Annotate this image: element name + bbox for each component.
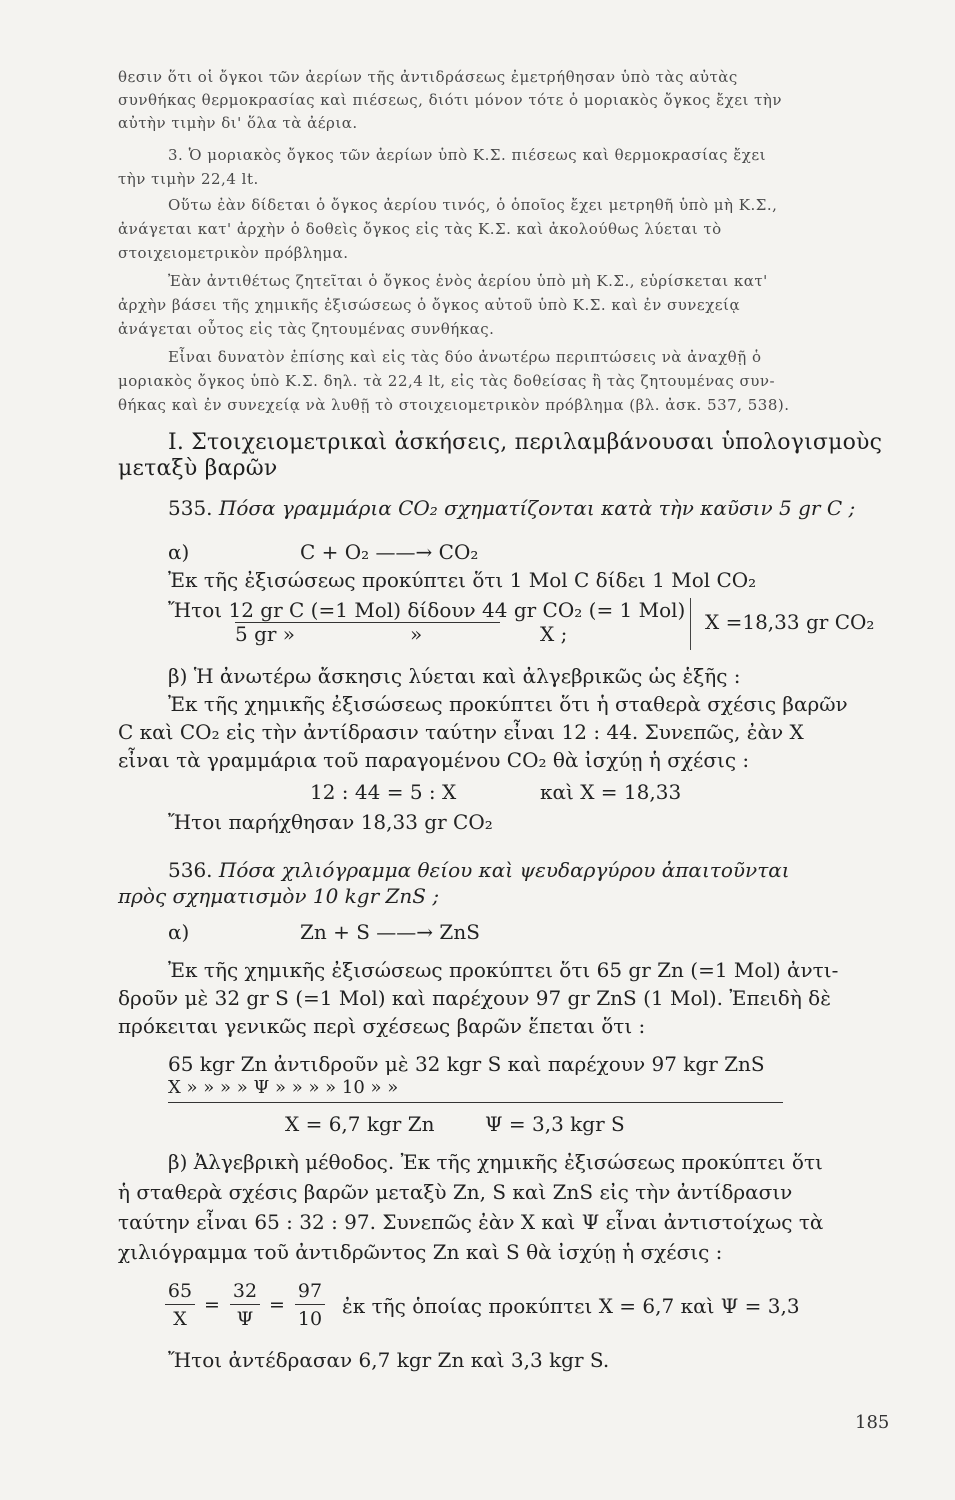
reaction-equation: C + O₂ ——→ CO₂	[300, 540, 479, 564]
conclusion: Ἤτοι παρήχθησαν 18,33 gr CO₂	[168, 810, 493, 834]
fraction-bar	[295, 1304, 325, 1305]
fraction-denominator: Ψ	[236, 1308, 254, 1330]
fraction-bar	[165, 1304, 195, 1305]
text-line: Ἐκ τῆς χημικῆς ἐξισώσεως προκύπτει ὅτι 65 gr Zn (=1 Mol) ἀντι-	[168, 958, 839, 982]
fraction-numerator: 97	[297, 1280, 323, 1302]
reaction-equation: Zn + S ——→ ZnS	[300, 920, 480, 944]
proportion-bottom-mid: »	[410, 622, 423, 646]
intro-line: 3. Ὁ μοριακὸς ὄγκος τῶν ἀερίων ὑπὸ Κ.Σ. πιέσεως καὶ θερμοκρασίας ἔχει	[168, 146, 767, 164]
conclusion: Ἤτοι ἀντέδρασαν 6,7 kgr Zn καὶ 3,3 kgr S.	[168, 1348, 610, 1372]
divider	[690, 598, 691, 650]
intro-line: Εἶναι δυνατὸν ἐπίσης καὶ εἰς τὰς δύο ἀνωτέρω περιπτώσεις νὰ ἀναχθῇ ὁ	[168, 348, 762, 366]
intro-line: ἀνάγεται κατ' ἀρχὴν ὁ δοθεὶς ὄγκος εἰς τὰς Κ.Σ. καὶ ἀκολούθως λύεται τὸ	[118, 220, 722, 238]
section-heading: μεταξὺ βαρῶν	[118, 456, 278, 481]
exercise-number: 536.	[168, 858, 213, 882]
fraction-denominator: X	[173, 1308, 187, 1330]
exercise-536-question	[168, 858, 790, 882]
intro-line: Ἐὰν ἀντιθέτως ζητεῖται ὁ ὄγκος ἑνὸς ἀερίου ὑπὸ μὴ Κ.Σ., εὑρίσκεται κατ'	[168, 272, 768, 290]
text-line: Ἐκ τῆς χημικῆς ἐξισώσεως προκύπτει ὅτι ἡ σταθερὰ σχέσις βαρῶν	[168, 692, 848, 716]
question-text: πρὸς σχηματισμὸν 10 kgr ZnS ;	[118, 884, 440, 908]
underline	[168, 1102, 783, 1103]
text-line: ἡ σταθερὰ σχέσις βαρῶν μεταξὺ Zn, S καὶ ZnS εἰς τὴν ἀντίδρασιν	[118, 1180, 793, 1204]
exercise-535-question	[168, 496, 855, 520]
exercise-number: 535.	[168, 496, 213, 520]
text-line: εἶναι τὰ γραμμάρια τοῦ παραγομένου CO₂ θὰ ἰσχύῃ ἡ σχέσις :	[118, 748, 750, 772]
fraction-bar	[230, 1304, 260, 1305]
intro-line: τὴν τιμὴν 22,4 lt.	[118, 170, 259, 188]
part-a-label: α)	[168, 540, 190, 564]
intro-line: αὐτὴν τιμὴν δι' ὅλα τὰ ἀέρια.	[118, 114, 358, 132]
intro-line: συνθήκας θερμοκρασίας καὶ πιέσεως, διότι μόνον τότε ὁ μοριακὸς ὄγκος ἔχει τὴν	[118, 91, 783, 109]
proportion-result: X =18,33 gr CO₂	[705, 610, 875, 634]
text-line: β) Ἀλγεβρικὴ μέθοδος. Ἐκ τῆς χημικῆς ἐξισώσεως προκύπτει ὅτι	[168, 1150, 823, 1174]
intro-line: Οὕτω ἐὰν δίδεται ὁ ὄγκος ἀερίου τινός, ὁ ὁποῖος ἔχει μετρηθῆ ὑπὸ μὴ Κ.Σ.,	[168, 196, 778, 214]
fraction-denominator: 10	[297, 1308, 323, 1330]
proportion-bottom-left: 5 gr »	[235, 622, 296, 646]
question-text: Πόσα χιλιόγραμμα θείου καὶ ψευδαργύρου ἀπαιτοῦνται	[218, 858, 790, 882]
proportion-bottom: X » » » » Ψ » » » » 10 » »	[168, 1077, 399, 1098]
text-line: ταύτην εἶναι 65 : 32 : 97. Συνεπῶς ἐὰν X καὶ Ψ εἶναι ἀντιστοίχως τὰ	[118, 1210, 824, 1234]
intro-line: ἀρχὴν βάσει τῆς χημικῆς ἐξισώσεως ὁ ὄγκος αὐτοῦ ὑπὸ Κ.Σ. καὶ ἐν συνεχείᾳ	[118, 296, 741, 314]
equals-sign: =	[204, 1294, 220, 1316]
intro-line: θήκας καὶ ἐν συνεχείᾳ νὰ λυθῇ τὸ στοιχειομετρικὸν πρόβλημα (βλ. ἀσκ. 537, 538).	[118, 396, 790, 414]
proportion-top: Ἤτοι 12 gr C (=1 Mol) δίδουν 44 gr CO₂ (= 1 Mol)	[168, 598, 686, 622]
text-line: C καὶ CO₂ εἰς τὴν ἀντίδρασιν ταύτην εἶναι 12 : 44. Συνεπῶς, ἐὰν X	[118, 720, 804, 744]
part-a-label: α)	[168, 920, 190, 944]
text-line: Ἐκ τῆς ἐξισώσεως προκύπτει ὅτι 1 Mol C δίδει 1 Mol CO₂	[168, 568, 757, 592]
intro-line: στοιχειομετρικὸν πρόβλημα.	[118, 244, 349, 262]
fraction-numerator: 32	[232, 1280, 258, 1302]
fraction-numerator: 65	[167, 1280, 193, 1302]
text-line: δροῦν μὲ 32 gr S (=1 Mol) καὶ παρέχουν 97 gr ZnS (1 Mol). Ἐπειδὴ δὲ	[118, 986, 831, 1010]
result-y: Ψ = 3,3 kgr S	[485, 1112, 625, 1136]
proportion-top: 65 kgr Zn ἀντιδροῦν μὲ 32 kgr S καὶ παρέχουν 97 kgr ZnS	[168, 1052, 765, 1076]
ratio-equation: 12 : 44 = 5 : X	[310, 780, 457, 804]
intro-line: θεσιν ὅτι οἱ ὄγκοι τῶν ἀερίων τῆς ἀντιδράσεως ἐμετρήθησαν ὑπὸ τὰς αὐτὰς	[118, 68, 738, 86]
result-x: X = 6,7 kgr Zn	[285, 1112, 435, 1136]
text-line: πρόκειται γενικῶς περὶ σχέσεως βαρῶν ἕπεται ὅτι :	[118, 1014, 646, 1038]
intro-line: μοριακὸς ὄγκος ὑπὸ Κ.Σ. δηλ. τὰ 22,4 lt, εἰς τὰς δοθείσας ἢ τὰς ζητουμένας συν-	[118, 372, 776, 390]
proportion-bottom-right: X ;	[540, 622, 568, 646]
text-line: χιλιόγραμμα τοῦ ἀντιδρῶντος Zn καὶ S θὰ ἰσχύῃ ἡ σχέσις :	[118, 1240, 723, 1264]
intro-line: ἀνάγεται οὗτος εἰς τὰς ζητουμένας συνθήκας.	[118, 320, 495, 338]
text-line: β) Ἡ ἀνωτέρω ἄσκησις λύεται καὶ ἀλγεβρικῶς ὡς ἑξῆς :	[168, 664, 741, 688]
section-heading: I. Στοιχειομετρικαὶ ἀσκήσεις, περιλαμβάνουσαι ὑπολογισμοὺς	[168, 430, 883, 455]
fraction-result-text: ἐκ τῆς ὁποίας προκύπτει X = 6,7 καὶ Ψ = 3,3	[342, 1294, 800, 1318]
ratio-result: καὶ X = 18,33	[540, 780, 682, 804]
question-text: Πόσα γραμμάρια CO₂ σχηματίζονται κατὰ τὴν καῦσιν 5 gr C ;	[218, 496, 856, 520]
equals-sign: =	[269, 1294, 285, 1316]
page-number: 185	[855, 1412, 890, 1433]
